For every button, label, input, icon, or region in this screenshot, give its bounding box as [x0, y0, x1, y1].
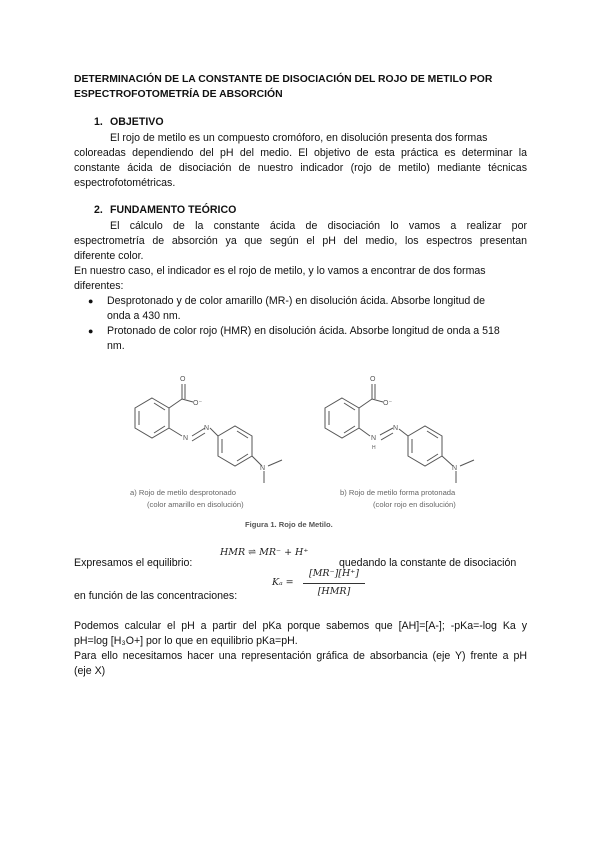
methyl-red-figure: [100, 350, 520, 540]
section-2-heading: FUNDAMENTO TEÓRICO: [110, 204, 237, 216]
ka-numerator: [MR⁻][H⁺]: [308, 568, 360, 579]
figure-label-b-line-1: b) Rojo de metilo forma protonada: [340, 488, 456, 497]
figure-caption: Figura 1. Rojo de Metilo.: [245, 520, 333, 529]
section-2-line-3: diferente color.: [74, 250, 144, 262]
equilibrium-after: quedando la constante de disociación: [339, 557, 517, 569]
bullet-1-line-1: Desprotonado y de color amarillo (MR-) en disolución ácida. Absorbe longitud de: [107, 295, 486, 307]
ka-denominator: [HMR]: [317, 586, 351, 597]
bullet-item-1: [88, 294, 528, 325]
equilibrium-intro: Expresamos el equilibrio:: [74, 557, 193, 569]
section-2-number: 2.: [94, 204, 103, 216]
atom-n1-b: N: [371, 435, 377, 442]
atom-n3-a: N: [260, 465, 266, 472]
section-1-line-3: constante ácida de disociación de nuestro indicador (rojo de metilo) mediante técnicas: [74, 162, 527, 174]
bullet-2-line-1: Protonado de color rojo (HMR) en disolución ácida. Absorbe longitud de onda a 518: [107, 325, 500, 337]
bullet-dot-icon: ●: [88, 296, 94, 306]
section-2-line-2: espectrometría de absorción ya que según el pH del medio, los espectros presentan: [74, 235, 527, 247]
atom-o-a: O: [180, 376, 186, 383]
equilibrium-equation: HMR ⇌ MR⁻ + H⁺: [220, 547, 309, 558]
ka-label: Kₐ =: [272, 577, 294, 588]
section-1-line-4: espectrofotométricas.: [74, 177, 176, 189]
atom-n1-a: N: [183, 435, 189, 442]
bullet-dot-icon: ●: [88, 326, 94, 336]
section-1-heading: OBJETIVO: [110, 116, 164, 128]
atom-n3-b: N: [452, 465, 458, 472]
closing-line-3: Para ello necesitamos hacer una representación gráfica de absorbancia (eje Y) frente a pH: [74, 650, 527, 662]
figure-label-b-line-2: (color rojo en disolución): [373, 500, 456, 509]
figure-label-a-line-1: a) Rojo de metilo desprotonado: [130, 488, 236, 497]
section-2-line-5: diferentes:: [74, 280, 124, 292]
atom-ominus-a: O⁻: [193, 400, 203, 407]
atom-ominus-b: O⁻: [383, 400, 393, 407]
closing-line-2: pH=log [H₃O+] por lo que en equilibrio pKa=pH.: [74, 635, 298, 647]
atom-o-b: O: [370, 376, 376, 383]
atom-h-b: H: [372, 445, 376, 451]
atom-n2-a: N: [204, 425, 210, 432]
document-title: DETERMINACIÓN DE LA CONSTANTE DE DISOCIACIÓN DEL ROJO DE METILO POR ESPECTROFOTOMETRÍA DE ABSORCIÓN: [74, 74, 493, 100]
figure-label-a-line-2: (color amarillo en disolución): [147, 500, 244, 509]
section-2-line-4: En nuestro caso, el indicador es el rojo de metilo, y lo vamos a encontrar de dos formas: [74, 265, 486, 277]
closing-line-4: (eje X): [74, 665, 106, 677]
section-1-line-2: coloreadas dependiendo del pH del medio. El objetivo de esta práctica es determinar la: [74, 147, 527, 159]
bullet-1-line-2: onda a 430 nm.: [107, 310, 181, 323]
atom-n2-b: N: [393, 425, 399, 432]
equilibrium-line-2: en función de las concentraciones:: [74, 590, 238, 602]
closing-line-1: Podemos calcular el pH a partir del pKa porque sabemos que [AH]=[A-]; -pKa=-log Ka y: [74, 620, 527, 632]
section-1-line-1: El rojo de metilo es un compuesto cromóforo, en disolución presenta dos formas: [110, 132, 488, 144]
fraction-line: [303, 583, 365, 584]
bullet-2-line-2: nm.: [107, 340, 125, 353]
section-2-line-1: El cálculo de la constante ácida de disociación lo vamos a realizar por: [110, 220, 527, 232]
section-1-number: 1.: [94, 116, 103, 128]
